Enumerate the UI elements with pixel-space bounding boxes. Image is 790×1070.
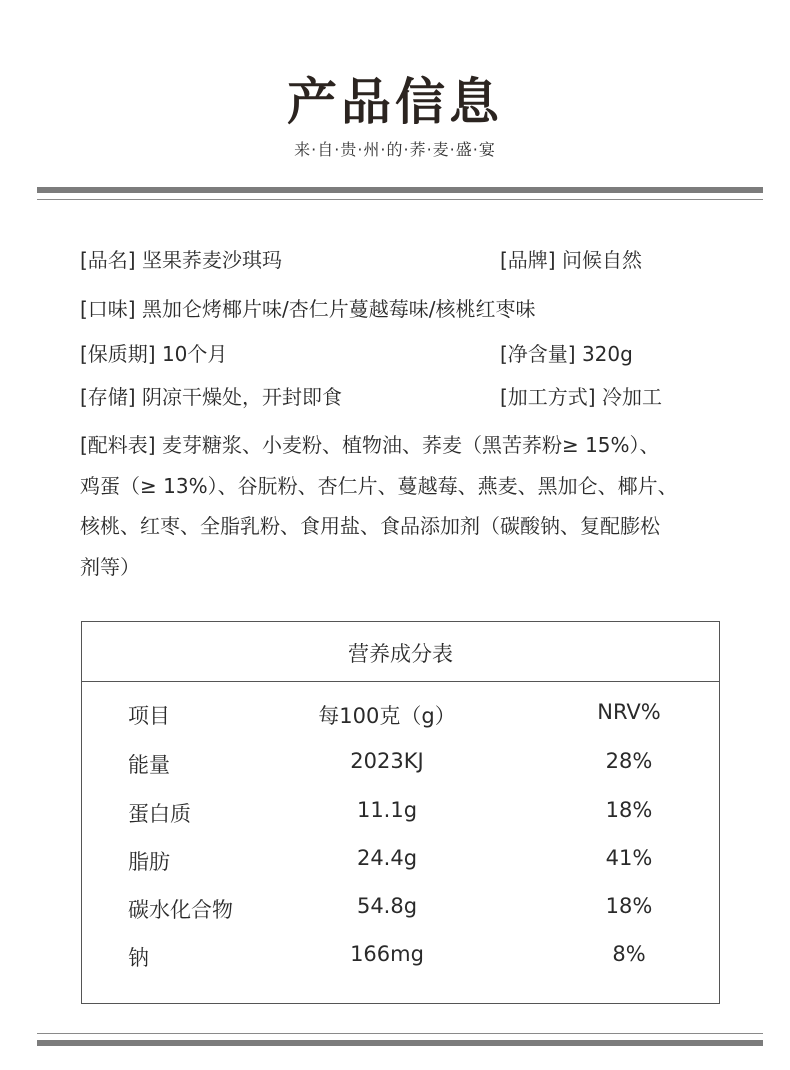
bottom-divider-thin: [37, 1033, 763, 1034]
row-value: 2023KJ: [350, 749, 424, 773]
ingredients-line: 核桃、红枣、全脂乳粉、食用盐、食品添加剂（碳酸钠、复配膨松: [80, 514, 660, 538]
row-nrv: 18%: [605, 798, 653, 822]
nutrition-table-title: 营养成分表: [348, 642, 453, 666]
bottom-divider-thick: [37, 1040, 763, 1046]
product-storage: [存储] 阴凉干燥处，开封即食: [80, 385, 342, 409]
table-row: [82, 894, 719, 924]
nutrition-table-divider: [82, 681, 719, 682]
page-title: 产品信息: [287, 72, 503, 131]
nutrition-table: [81, 621, 720, 1004]
product-process: [加工方式] 冷加工: [500, 385, 662, 409]
product-net-content: [净含量] 320g: [500, 342, 633, 366]
header-nrv: NRV%: [597, 700, 661, 724]
product-shelf-life: [保质期] 10个月: [80, 342, 228, 366]
nutrition-header-row: [82, 700, 719, 730]
top-divider-thin: [37, 199, 763, 200]
header-per-100g: 每100克（g）: [318, 704, 456, 728]
table-row: [82, 749, 719, 779]
row-value: 24.4g: [356, 846, 418, 870]
ingredients: [80, 425, 780, 587]
row-value: 166mg: [350, 942, 424, 966]
product-name: [品名] 坚果荞麦沙琪玛: [80, 248, 282, 272]
ingredients-line: 剂等）: [80, 554, 140, 579]
row-nrv: 28%: [605, 749, 653, 773]
ingredients-line: 鸡蛋（≥ 13%）、谷朊粉、杏仁片、蔓越莓、燕麦、黑加仑、椰片、: [80, 473, 678, 498]
product-flavor: [口味] 黑加仑烤椰片味/杏仁片蔓越莓味/核桃红枣味: [80, 297, 536, 321]
row-value: 54.8g: [356, 894, 418, 918]
row-item: 蛋白质: [128, 802, 191, 826]
row-item: 能量: [128, 753, 170, 777]
row-value: 11.1g: [356, 798, 418, 822]
page-subtitle: 来·自·贵·州·的·荞·麦·盛·宴: [294, 140, 496, 159]
table-row: [82, 942, 719, 972]
row-nrv: 41%: [605, 846, 653, 870]
row-nrv: 8%: [612, 942, 646, 966]
header-item: 项目: [128, 704, 170, 728]
row-nrv: 18%: [605, 894, 653, 918]
table-row: [82, 846, 719, 876]
row-item: 碳水化合物: [128, 898, 233, 922]
ingredients-line: [配料表] 麦芽糖浆、小麦粉、植物油、荞麦（黑苦荞粉≥ 15%）、: [80, 433, 660, 457]
row-item: 脂肪: [128, 850, 170, 874]
top-divider-thick: [37, 187, 763, 193]
row-item: 钠: [128, 946, 149, 970]
product-brand: [品牌] 问候自然: [500, 248, 642, 272]
table-row: [82, 798, 719, 828]
